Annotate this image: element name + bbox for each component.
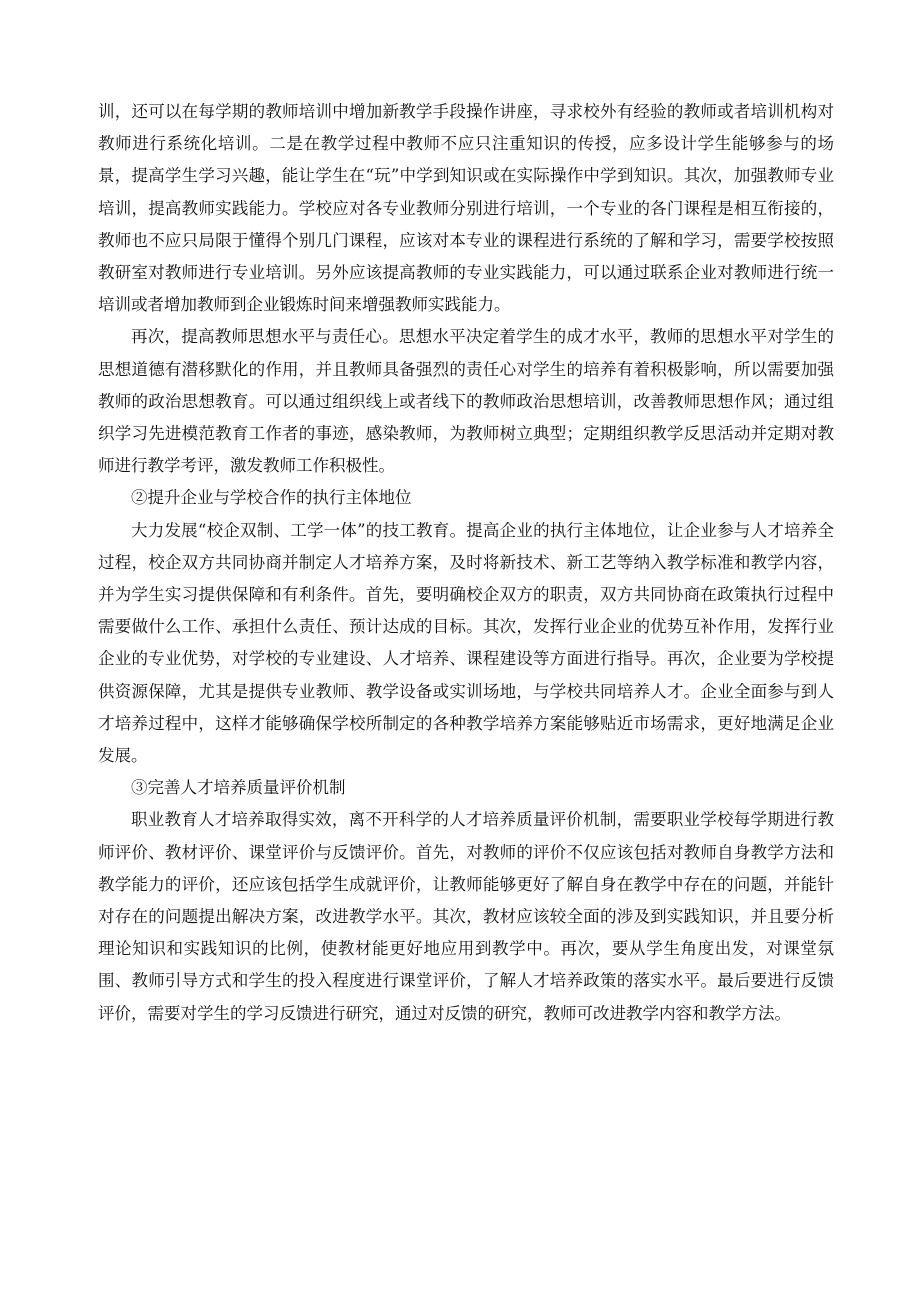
paragraph-evaluation-mechanism: 职业教育人才培养取得实效，离不开科学的人才培养质量评价机制，需要职业学校每学期进行教师评价、教材评价、课堂评价与反馈评价。首先，对教师的评价不仅应该包括对教师自身教学方法和教学能力的评价，还应该包括学生成就评价，让教师能够更好了解自身在教学中存在的问题，并能针对存在的问题提出解决方案，改进教学水平。其次，教材应该较全面的涉及到实践知识，并且要分析理论知识和实践知识的比例，使教材能更好地应用到教学中。再次，要从学生角度出发，对课堂氛围、教师引导方式和学生的投入程度进行课堂评价，了解人才培养政策的落实水平。最后要进行反馈评价，需要对学生的学习反馈进行研究，通过对反馈的研究，教师可改进教学内容和教学方法。: [98, 810, 834, 1023]
section-heading-evaluation-mechanism: ③完善人才培养质量评价机制: [131, 778, 346, 798]
paragraph-enterprise-cooperation: 大力发展“校企双制、工学一体”的技工教育。提高企业的执行主体地位，让企业参与人才培养全过程，校企双方共同协商并制定人才培养方案，及时将新技术、新工艺等纳入教学标准和教学内容，并为学生实习提供保障和有利条件。首先，要明确校企双方的职责，双方共同协商在政策执行过程中需要做什么工作、承担什么责任、预计达成的目标。其次，发挥行业企业的优势互补作用，发挥行业企业的专业优势，对学校的专业建设、人才培养、课程建设等方面进行指导。再次，企业要为学校提供资源保障，尤其是提供专业教师、教学设备或实训场地，与学校共同培养人才。企业全面参与到人才培养过程中，这样才能够确保学校所制定的各种教学培养方案能够贴近市场需求，更好地满足企业发展。: [98, 520, 834, 766]
paragraph-teacher-ideology: 再次，提高教师思想水平与责任心。思想水平决定着学生的成才水平，教师的思想水平对学生的思想道德有潜移默化的作用，并且教师具备强烈的责任心对学生的培养有着积极影响，所以需要加强教师的政治思想教育。可以通过组织线上或者线下的教师政治思想培训，改善教师思想作风；通过组织学习先进模范教育工作者的事迹，感染教师，为教师树立典型；定期组织教学反思活动并定期对教师进行教学考评，激发教师工作积极性。: [98, 327, 834, 476]
document-page: [98, 96, 834, 1030]
section-heading-enterprise-cooperation: ②提升企业与学校合作的执行主体地位: [131, 488, 412, 508]
paragraph-continued: 训，还可以在每学期的教师培训中增加新教学手段操作讲座，寻求校外有经验的教师或者培训机构对教师进行系统化培训。二是在教学过程中教师不应只注重知识的传授，应多设计学生能够参与的场景，提高学生学习兴趣，能让学生在“玩”中学到知识或在实际操作中学到知识。其次，加强教师专业培训，提高教师实践能力。学校应对各专业教师分别进行培训，一个专业的各门课程是相互衔接的，教师也不应只局限于懂得个别几门课程，应该对本专业的课程进行系统的了解和学习，需要学校按照教研室对教师进行专业培训。另外应该提高教师的专业实践能力，可以通过联系企业对教师进行统一培训或者增加教师到企业锻炼时间来增强教师实践能力。: [98, 102, 834, 315]
